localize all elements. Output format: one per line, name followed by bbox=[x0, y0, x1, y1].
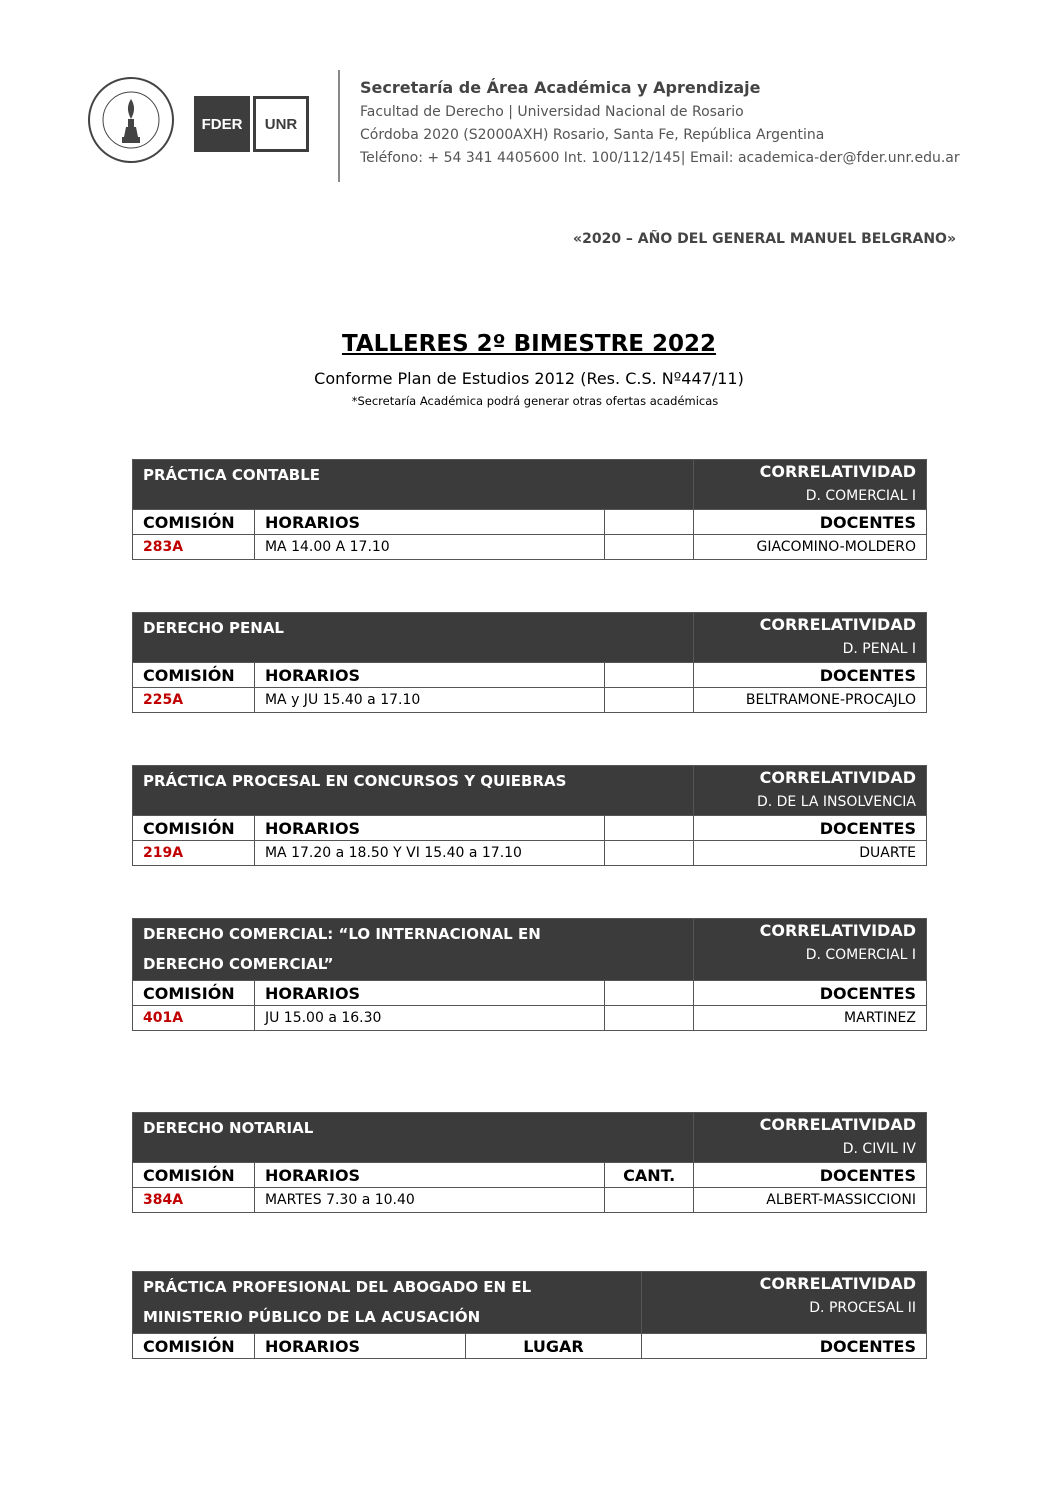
comision-header: COMISIÓN bbox=[133, 1334, 255, 1359]
empty-cell bbox=[605, 841, 694, 866]
docentes-header: DOCENTES bbox=[642, 1334, 927, 1359]
correlatividad-value: D. COMERCIAL I bbox=[805, 488, 916, 504]
correlatividad-label: CORRELATIVIDAD bbox=[759, 1115, 916, 1134]
correlatividad-value: D. PROCESAL II bbox=[809, 1300, 916, 1316]
docentes-header: DOCENTES bbox=[694, 510, 927, 535]
correlatividad-value: D. PENAL I bbox=[842, 641, 916, 657]
correlatividad-value: D. DE LA INSOLVENCIA bbox=[756, 794, 916, 810]
schedule: MA 14.00 A 17.10 bbox=[254, 535, 604, 560]
horarios-header: HORARIOS bbox=[254, 1163, 604, 1188]
course-table bbox=[132, 918, 927, 1031]
year-motto: «2020 – AÑO DEL GENERAL MANUEL BELGRANO» bbox=[573, 231, 956, 247]
course-table bbox=[132, 459, 927, 560]
institution-header bbox=[360, 78, 960, 173]
empty-header bbox=[605, 981, 694, 1006]
document-title: TALLERES 2º BIMESTRE 2022 bbox=[341, 331, 717, 357]
empty-header bbox=[605, 816, 694, 841]
unr-logo: UNR bbox=[253, 96, 309, 152]
header-divider bbox=[338, 70, 340, 182]
empty-cell bbox=[605, 1188, 694, 1213]
empty-header bbox=[605, 663, 694, 688]
course-title: DERECHO NOTARIAL bbox=[133, 1113, 694, 1163]
correlatividad-value: D. CIVIL IV bbox=[842, 1141, 916, 1157]
correlatividad-value: D. COMERCIAL I bbox=[805, 947, 916, 963]
course-title: PRÁCTICA CONTABLE bbox=[133, 460, 694, 510]
comision-header: COMISIÓN bbox=[133, 510, 255, 535]
course-title-line: DERECHO COMERCIAL: “LO INTERNACIONAL EN bbox=[143, 925, 541, 943]
course-title bbox=[133, 1272, 642, 1334]
comision-header: COMISIÓN bbox=[133, 816, 255, 841]
cant-header: CANT. bbox=[605, 1163, 694, 1188]
correlatividad-label: CORRELATIVIDAD bbox=[759, 462, 916, 481]
course-title-line: DERECHO COMERCIAL” bbox=[143, 955, 334, 973]
course-table bbox=[132, 765, 927, 866]
horarios-header: HORARIOS bbox=[254, 663, 604, 688]
correlatividad-cell bbox=[694, 613, 927, 663]
docentes-header: DOCENTES bbox=[694, 1163, 927, 1188]
secretariat-title: Secretaría de Área Académica y Aprendizaje bbox=[360, 78, 761, 97]
lugar-header: LUGAR bbox=[465, 1334, 642, 1359]
document-subtitle: Conforme Plan de Estudios 2012 (Res. C.S. Nº447/11) bbox=[314, 369, 744, 388]
teachers: MARTINEZ bbox=[694, 1006, 927, 1031]
correlatividad-label: CORRELATIVIDAD bbox=[759, 768, 916, 787]
empty-cell bbox=[605, 535, 694, 560]
commission-code: 384A bbox=[133, 1188, 255, 1213]
empty-cell bbox=[605, 1006, 694, 1031]
comision-header: COMISIÓN bbox=[133, 1163, 255, 1188]
horarios-header: HORARIOS bbox=[254, 510, 604, 535]
university-seal-logo bbox=[86, 75, 176, 165]
correlatividad-label: CORRELATIVIDAD bbox=[759, 921, 916, 940]
empty-cell bbox=[605, 688, 694, 713]
docentes-header: DOCENTES bbox=[694, 981, 927, 1006]
teachers: DUARTE bbox=[694, 841, 927, 866]
commission-code: 225A bbox=[133, 688, 255, 713]
schedule: MA y JU 15.40 a 17.10 bbox=[254, 688, 604, 713]
course-title-line: PRÁCTICA PROFESIONAL DEL ABOGADO EN EL bbox=[143, 1278, 532, 1296]
course-title: PRÁCTICA PROCESAL EN CONCURSOS Y QUIEBRAS bbox=[133, 766, 694, 816]
teachers: GIACOMINO-MOLDERO bbox=[694, 535, 927, 560]
address-line: Córdoba 2020 (S2000AXH) Rosario, Santa Fe, República Argentina bbox=[360, 127, 825, 143]
teachers: BELTRAMONE-PROCAJLO bbox=[694, 688, 927, 713]
correlatividad-cell bbox=[642, 1272, 927, 1334]
course-table bbox=[132, 1271, 927, 1359]
fder-logo: FDER bbox=[194, 96, 250, 152]
docentes-header: DOCENTES bbox=[694, 663, 927, 688]
correlatividad-label: CORRELATIVIDAD bbox=[759, 615, 916, 634]
commission-code: 219A bbox=[133, 841, 255, 866]
course-table bbox=[132, 1112, 927, 1213]
docentes-header: DOCENTES bbox=[694, 816, 927, 841]
faculty-line: Facultad de Derecho | Universidad Nacional de Rosario bbox=[360, 104, 744, 120]
horarios-header: HORARIOS bbox=[254, 816, 604, 841]
correlatividad-cell bbox=[694, 460, 927, 510]
schedule: JU 15.00 a 16.30 bbox=[254, 1006, 604, 1031]
correlatividad-cell bbox=[694, 1113, 927, 1163]
document-note: *Secretaría Académica podrá generar otras ofertas académicas bbox=[351, 394, 719, 408]
comision-header: COMISIÓN bbox=[133, 663, 255, 688]
commission-code: 401A bbox=[133, 1006, 255, 1031]
horarios-header: HORARIOS bbox=[254, 981, 604, 1006]
contact-line: Teléfono: + 54 341 4405600 Int. 100/112/145| Email: academica-der@fder.unr.edu.ar bbox=[360, 150, 960, 166]
comision-header: COMISIÓN bbox=[133, 981, 255, 1006]
teachers: ALBERT-MASSICCIONI bbox=[694, 1188, 927, 1213]
course-title bbox=[133, 919, 694, 981]
empty-header bbox=[605, 510, 694, 535]
course-title: DERECHO PENAL bbox=[133, 613, 694, 663]
horarios-header: HORARIOS bbox=[254, 1334, 465, 1359]
commission-code: 283A bbox=[133, 535, 255, 560]
course-title-line: MINISTERIO PÚBLICO DE LA ACUSACIÓN bbox=[143, 1308, 481, 1326]
schedule: MA 17.20 a 18.50 Y VI 15.40 a 17.10 bbox=[254, 841, 604, 866]
correlatividad-cell bbox=[694, 766, 927, 816]
correlatividad-cell bbox=[694, 919, 927, 981]
course-table bbox=[132, 612, 927, 713]
correlatividad-label: CORRELATIVIDAD bbox=[759, 1274, 916, 1293]
schedule: MARTES 7.30 a 10.40 bbox=[254, 1188, 604, 1213]
